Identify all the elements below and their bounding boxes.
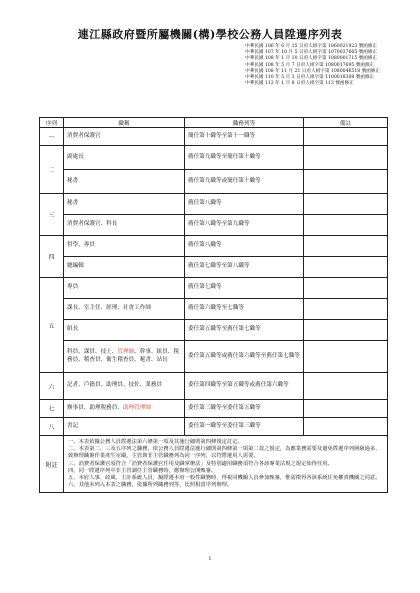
table-row (40, 146, 388, 170)
seq-cell: 八 (40, 418, 64, 436)
seq-cell: 三 (40, 194, 64, 236)
amendment-line: 中華民國 108 年 11 月 21 日府人組字第 1080046518 號函修正 (245, 68, 380, 74)
table-row (40, 400, 388, 418)
table-row (40, 320, 388, 341)
seq-cell: 一 (40, 128, 64, 146)
remarks-cell (304, 418, 388, 436)
job-cell: 課長、室主任、經理、社會工作師 (64, 299, 185, 320)
remarks-cell (304, 194, 388, 215)
job-cell: 秘書 (64, 170, 185, 194)
table-row (40, 194, 388, 215)
job-cell (64, 341, 185, 373)
grade-cell: 薦任第七職等 (185, 278, 304, 299)
remarks-cell (304, 236, 388, 257)
grade-cell: 委任第三職等至委任第五職等 (185, 400, 304, 418)
promotion-sequence-table (39, 117, 388, 493)
note-item: 三、消費者保護官須符合「消費者保護官任用及職掌辦法」及特別適用職務須符合各該專業法規之規定始得任用。 (68, 460, 333, 467)
table-row (40, 373, 388, 400)
table-row (40, 170, 388, 194)
job-cell: 總編輯 (64, 257, 185, 278)
header-job-title: 職稱 (64, 118, 185, 128)
grade-cell: 薦任第九職等至簡任第十職等 (185, 146, 304, 170)
amendment-line: 中華民國 106 年 6 月 15 日府人組字第 1060021923 號函修正 (245, 44, 378, 49)
grade-cell: 委任第一職等至委任第三職等 (185, 418, 304, 436)
remarks-cell (304, 170, 388, 194)
grade-cell: 委任第五職等或薦任第六職等至薦任第七職等 (185, 341, 304, 373)
grade-cell: 委任第五職等至薦任第七職等 (185, 320, 304, 341)
table-row (40, 128, 388, 146)
amendment-history (245, 44, 380, 87)
grade-cell: 薦任第七職等至第八職等 (185, 257, 304, 278)
job-cell: 組長 (64, 320, 185, 341)
grade-cell: 薦任第六職等至七職等 (185, 299, 304, 320)
highlighted-job-text: 管理師 (117, 349, 135, 356)
notes-cell (64, 436, 388, 493)
remarks-cell (304, 146, 388, 170)
seq-cell: 四 (40, 236, 64, 278)
table-row (40, 341, 388, 373)
remarks-cell (304, 278, 388, 299)
remarks-cell (304, 341, 388, 373)
remarks-cell (304, 257, 388, 278)
grade-cell: 委任第四職等至第五職等或薦任第六職等 (185, 373, 304, 400)
table-row (40, 236, 388, 257)
note-item: 一、本表依據公務人員陞遷法第六條第一項及其施行細則第四條規定訂定。 (68, 439, 243, 445)
grade-cell: 薦任第八職等至第九職等 (185, 215, 304, 236)
job-cell: 督學、專員 (64, 236, 185, 257)
grade-cell: 薦任第八職等 (185, 236, 304, 257)
remarks-cell (304, 215, 388, 236)
note-item: 二、本表第二、三及五序列之職務，依公務人員陞遷法施行細則第四條第一項第二款之規定，為應業務需要及避免陞遷序列層級過多，致辦理職審作業產生室礙，主管與非主管職務列為同一序列，以符陞遷用人需要。 (68, 446, 381, 460)
table-row (40, 418, 388, 436)
table-row (40, 215, 388, 236)
job-cell: 消費者保護官 (64, 128, 185, 146)
table-row (40, 299, 388, 320)
job-text: 辦事員、助理稅務員、 (67, 404, 123, 411)
amendment-line: 中華民國 108 年 5 月 7 日府人組字第 1080017695 號函修正 (245, 62, 375, 68)
remarks-cell (304, 373, 388, 400)
table-header-row (40, 118, 388, 128)
header-grade: 職務列等 (185, 118, 304, 128)
amendment-line: 中華民國 113 年 1 月 8 日府人組字第 113 號函修正 (245, 81, 354, 87)
job-cell: 記者、戶籍員、助理員、技佐、業務員 (64, 373, 185, 400)
table-row (40, 257, 388, 278)
note-item: 六、其他未列入本表之職務，依據所列職務列等，比照相當序列辦理。 (68, 482, 233, 489)
remarks-cell (304, 320, 388, 341)
grade-cell: 簡任第十職等至第十一職等 (185, 128, 304, 146)
amendment-line: 中華民國 108 年 1 月 10 日府人組字第 1080001715 號函修正 (245, 56, 378, 62)
remarks-cell (304, 299, 388, 320)
header-seq: 序列 (40, 118, 64, 128)
remarks-cell (304, 400, 388, 418)
table-row (40, 278, 388, 299)
job-cell: 秘書 (64, 194, 185, 215)
header-remarks: 備註 (304, 118, 388, 128)
notes-row (40, 436, 388, 493)
grade-cell: 薦任第九職等或簡任第十職等 (185, 170, 304, 194)
amendment-line: 中華民國 107 年 10 月 5 日府人組字第 1070037665 號函修正 (245, 50, 378, 56)
remarks-cell (304, 128, 388, 146)
job-cell (64, 400, 185, 418)
seq-cell: 六 (40, 373, 64, 400)
job-cell: 消費者保護官、科長 (64, 215, 185, 236)
seq-cell: 五 (40, 278, 64, 373)
seq-cell: 七 (40, 400, 64, 418)
page-title: 連江縣政府暨所屬機關(構)學校公務人員陞遷序列表 (77, 28, 343, 41)
seq-cell: 二 (40, 146, 64, 194)
grade-cell: 薦任第八職等 (185, 194, 304, 215)
note-item: 五、本府人事、政風、主計系統人員，擬陞遷本府一般性職務時，得視同機關人員參加甄審，惟需徵得各該系統任免權責機關之同意。 (68, 475, 381, 482)
page-number: 1 (208, 556, 212, 562)
job-text: 、幹事、組員、稅務員、稽查員、衛生稽查員、秘書、站長 (67, 349, 179, 363)
job-cell: 書記 (64, 418, 185, 436)
notes-label: 附註 (40, 436, 64, 493)
job-cell: 副處長 (64, 146, 185, 170)
note-item: 四、同一陞遷序列中非主管調任主管職務時，應辦理公開甄審。 (68, 467, 217, 474)
amendment-line: 中華民國 110 年 5 月 3 日府人組字第 1100018308 號函修正 (245, 75, 375, 81)
job-text: 科員、課員、技士、 (67, 349, 118, 356)
job-cell: 專員 (64, 278, 185, 299)
highlighted-job-text: 助理管理師 (122, 404, 151, 411)
